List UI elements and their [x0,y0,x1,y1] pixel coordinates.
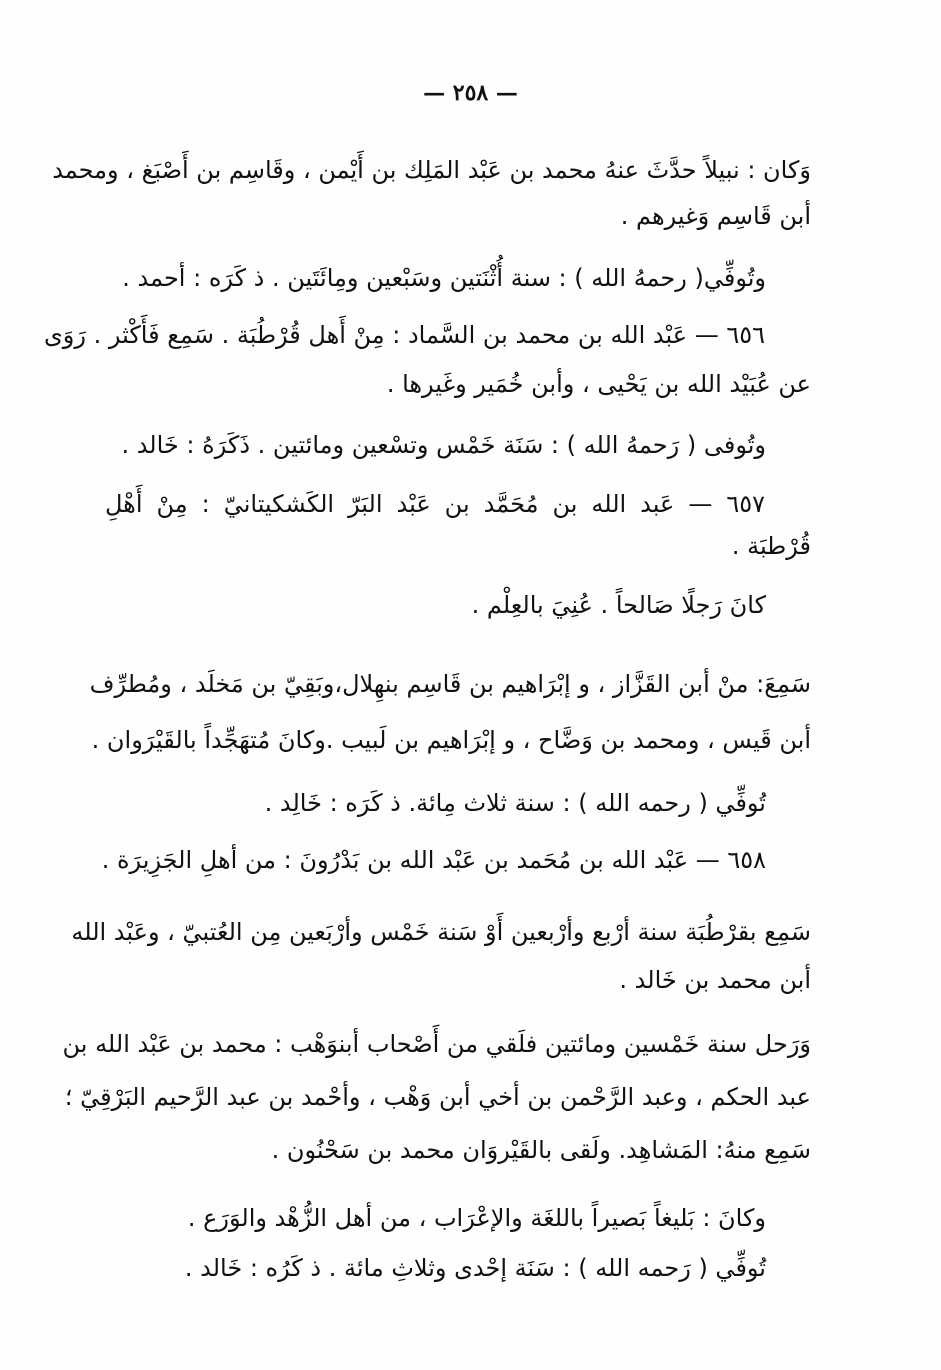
text-line: أبن قَيس ، ومحمد بن وَضَّاح ، و إبْرَاهيم بن لَبيب .وكانَ مُتهَجِّداً بالقَيْرَوان . [91,726,811,754]
text-line: سَمِع منهُ: المَشاهِد. ولَقى بالقَيْروَان محمد بن سَحْنُون . [271,1136,811,1164]
text-line: كانَ رَجلًا صَالحاً . عُنِيَ بالعِلْم . [471,591,766,619]
text-line: وَكان : نبيلاً حدَّثَ عنهُ محمد بن عَبْد المَلِك بن أَيْمن ، وقَاسِم بن أَصْبَغ ، ومحمد [52,156,811,184]
text-line: تُوفِّي ( رحمه الله ) : سنة ثلاث مِائة. ذ كَرَه : خَالِد . [264,789,766,817]
entry-657-heading: ٦٥٧ — عَبد الله بن مُحَمَّد بن عَبْد البَرّ الكَشكيتانيّ : مِنْ أَهْلِ [105,490,765,518]
text-line: وتُوفى ( رَحمهُ الله ) : سَنَة خَمْس وتسْعين ومائتين . ذَكَرَهُ : خَالد . [121,431,766,459]
text-line: تُوفِّي ( رَحمه الله ) : سَنَة إحْدى وثلاثِ مائة . ذ كَرُه : خَالد . [184,1254,766,1282]
entry-658-heading: ٦٥٨ — عَبْد الله بن مُحَمد بن عَبْد الله بن بَدْرُونَ : من أهلِ الجَزِيرَة . [101,846,766,874]
text-line: سَمِعَ: منْ أبن القَزَّاز ، و إبْرَاهيم بن قَاسِم بنهِلال،وبَقِيّ بن مَخلَد ، ومُطرِّف [89,670,811,698]
page-number: — ٢٥٨ — [423,80,518,106]
text-line: قُرْطبَة . [731,532,811,560]
text-line: أبن قَاسِم وَغيرهم . [620,202,811,230]
text-line: عن عُبَيْد الله بن يَحْيى ، وأبن خُمَير وغَيرها . [386,370,811,398]
text-line: وتُوفِّي( رحمهُ الله ) : سنة أُثْنَتين وسَبْعين ومِائَتَين . ذ كَرَه : أحمد . [122,264,766,292]
text-line: سَمِع بقرْطُبَة سنة أرْبع وأرْبعين أَوْ سَنة خَمْس وأرْبَعين مِن العُتبيّ ، وعَبْد الله [71,918,811,946]
text-line: عبد الحكم ، وعبد الرَّحْمن بن أخي أبن وَهْب ، وأحْمد بن عبد الرَّحيم البَرْقِيّ ؛ [64,1083,811,1111]
entry-656-heading: ٦٥٦ — عَبْد الله بن محمد بن السَّماد : مِنْ أَهل قُرْطُبَة . سَمِع فَأَكْثر . رَوَى [44,321,765,349]
text-line: وَرَحل سنة خَمْسين ومائتين فلَقي من أَصْحاب أبنوَهْب : محمد بن عَبْد الله بن [62,1030,811,1058]
text-line: وكانَ : بَليغاً بَصيراً باللغَة والإعْرَاب ، من أهل الزُّهْد والوَرَع . [187,1204,766,1232]
text-line: أبن محمد بن خَالد . [619,966,811,994]
